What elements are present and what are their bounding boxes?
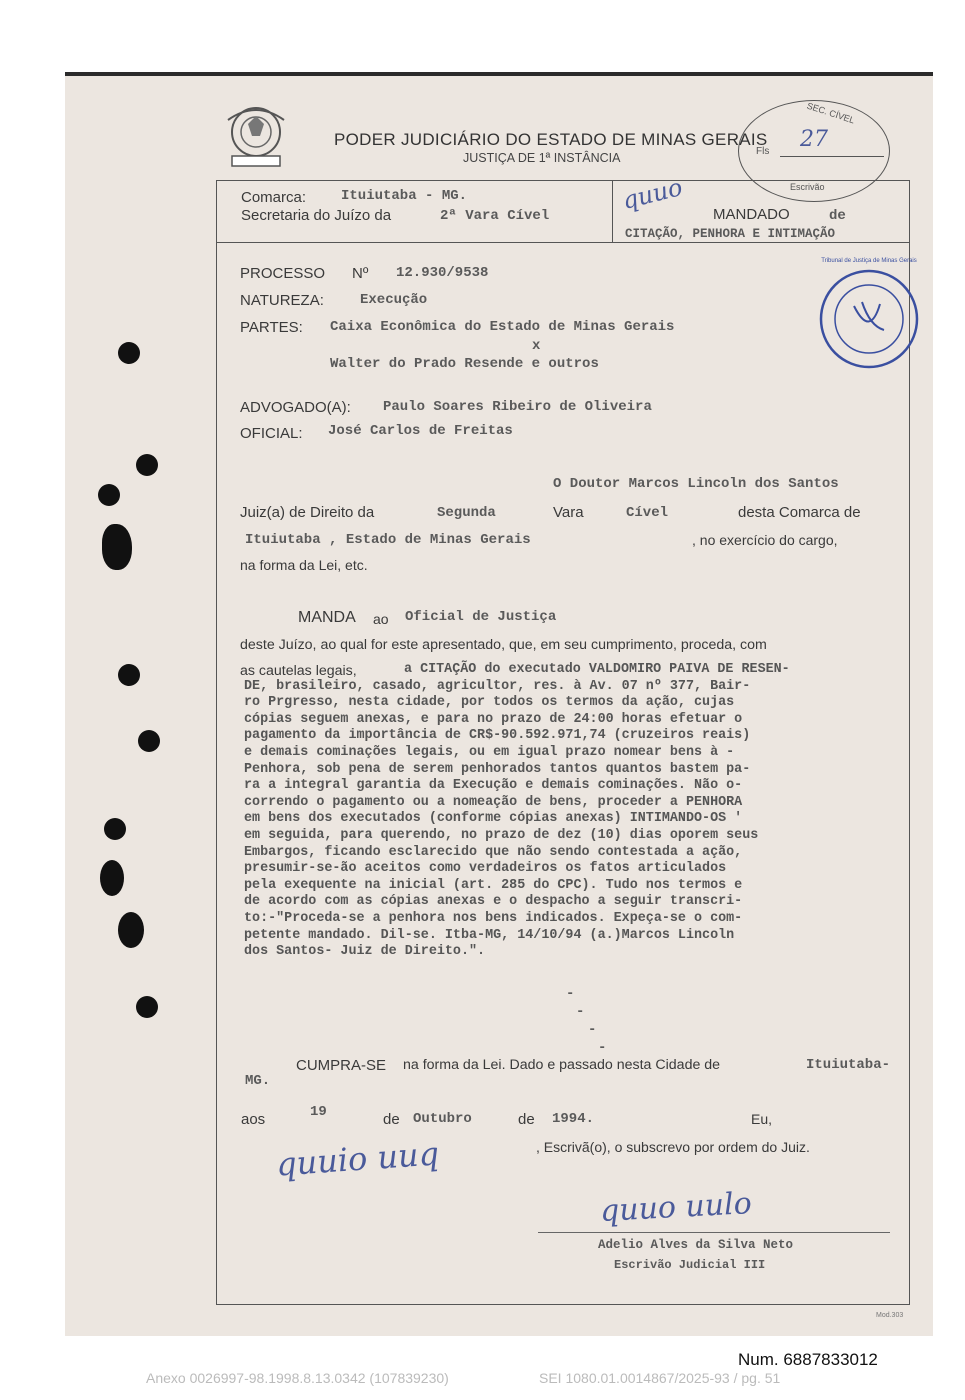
manda-line1: deste Juízo, ao qual for este apresentado, que, em seu cumprimento, proceda, com bbox=[240, 637, 767, 653]
dash-mark: - bbox=[576, 1004, 585, 1020]
processo-label: PROCESSO bbox=[240, 265, 326, 282]
handwritten-signature: quuio uuq bbox=[274, 1134, 441, 1184]
judge-comarca: Ituiutaba , Estado de Minas Gerais bbox=[245, 532, 531, 548]
punch-hole bbox=[104, 818, 126, 840]
comarca-value: Ituiutaba - MG. bbox=[341, 188, 468, 204]
comarca-label: Comarca: bbox=[241, 189, 307, 206]
scan-top-edge bbox=[65, 72, 933, 76]
signature-line bbox=[538, 1232, 890, 1233]
dash-mark: - bbox=[566, 986, 575, 1002]
cumpra-text: na forma da Lei. Dado e passado nesta Cidade de bbox=[403, 1057, 721, 1073]
dash-mark: - bbox=[588, 1022, 597, 1038]
vara-number: Segunda bbox=[437, 505, 496, 521]
oficial-label: OFICIAL: bbox=[240, 425, 303, 442]
comarca-de-label: desta Comarca de bbox=[738, 504, 861, 521]
initials-signature: quuo bbox=[619, 173, 686, 215]
manda-cautelas: as cautelas legais, bbox=[240, 663, 357, 679]
advogado-value: Paulo Soares Ribeiro de Oliveira bbox=[383, 399, 652, 415]
punch-hole bbox=[118, 342, 140, 364]
vara-tipo: Cível bbox=[626, 505, 669, 521]
manda-oficial: Oficial de Justiça bbox=[405, 609, 557, 625]
advogado-label: ADVOGADO(A): bbox=[240, 399, 351, 416]
dia-value: 19 bbox=[310, 1104, 327, 1120]
de-label-2: de bbox=[518, 1111, 535, 1128]
natureza-value: Execução bbox=[360, 292, 428, 308]
punch-hole bbox=[102, 524, 132, 570]
eu-label: Eu, bbox=[751, 1111, 773, 1127]
aos-label: aos bbox=[241, 1111, 266, 1128]
punch-hole bbox=[118, 664, 140, 686]
oficial-value: José Carlos de Freitas bbox=[328, 423, 513, 439]
processo-value: 12.930/9538 bbox=[396, 265, 489, 281]
mandado-type: CITAÇÃO, PENHORA E INTIMAÇÃO bbox=[625, 227, 836, 241]
page-stamp-bottom: Escrivão bbox=[790, 182, 825, 192]
numero-label: Nº bbox=[352, 265, 369, 282]
punch-hole bbox=[136, 996, 158, 1018]
page-stamp-line bbox=[780, 156, 884, 157]
cumpra-cidade: Ituiutaba- bbox=[806, 1057, 891, 1073]
mandado-label: MANDADO bbox=[713, 206, 790, 223]
header-title: PODER JUDICIÁRIO DO ESTADO DE MINAS GERAIS bbox=[334, 130, 768, 149]
footer-num: Num. 6887833012 bbox=[738, 1350, 878, 1369]
cumpra-uf: MG. bbox=[245, 1073, 271, 1089]
de-label-1: de bbox=[383, 1111, 400, 1128]
header-vertical-divider bbox=[612, 180, 613, 242]
secretaria-label: Secretaria do Juízo da bbox=[241, 207, 392, 224]
page-number: 27 bbox=[800, 127, 828, 152]
mes-value: Outubro bbox=[413, 1111, 472, 1127]
parte-autor: Caixa Econômica do Estado de Minas Gerais bbox=[330, 319, 675, 335]
page-stamp-top: SEC. CÍVEL bbox=[805, 100, 856, 126]
punch-hole bbox=[118, 912, 144, 948]
footer-sei: SEI 1080.01.0014867/2025-93 / pg. 51 bbox=[539, 1370, 781, 1386]
dash-mark: - bbox=[598, 1040, 607, 1056]
punch-hole bbox=[136, 454, 158, 476]
header-subtitle: JUSTIÇA DE 1ª INSTÂNCIA bbox=[463, 151, 621, 165]
parte-separator: x bbox=[532, 338, 541, 354]
parte-reu: Walter do Prado Resende e outros bbox=[330, 356, 599, 372]
escriva-text: , Escrivã(o), o subscrevo por ordem do Juiz. bbox=[536, 1139, 810, 1155]
manda-ao: ao bbox=[373, 611, 389, 627]
footer-anexo: Anexo 0026997-98.1998.8.13.0342 (107839230) bbox=[146, 1370, 449, 1386]
vara-label: Vara bbox=[553, 504, 584, 521]
partes-label: PARTES: bbox=[240, 319, 303, 336]
juiz-label: Juiz(a) de Direito da bbox=[240, 504, 375, 521]
punch-hole bbox=[138, 730, 160, 752]
coat-of-arms-icon bbox=[218, 102, 294, 170]
header-divider bbox=[216, 242, 910, 243]
manda-label: MANDA bbox=[298, 609, 356, 626]
forma-label: na forma da Lei, etc. bbox=[240, 557, 368, 573]
ano-value: 1994. bbox=[552, 1111, 595, 1127]
form-code: Mod.303 bbox=[876, 1312, 904, 1319]
secretaria-value: 2ª Vara Cível bbox=[440, 208, 550, 224]
signer-role: Escrivão Judicial III bbox=[614, 1258, 766, 1272]
signer-name: Adelio Alves da Silva Neto bbox=[598, 1238, 794, 1252]
exercicio-label: , no exercício do cargo, bbox=[692, 532, 838, 548]
clerk-signature: quuo uulo bbox=[599, 1186, 753, 1229]
punch-hole bbox=[98, 484, 120, 506]
judge-name: O Doutor Marcos Lincoln dos Santos bbox=[553, 476, 839, 492]
mandado-de: de bbox=[829, 208, 846, 224]
cumpra-label: CUMPRA-SE bbox=[296, 1057, 387, 1074]
natureza-label: NATUREZA: bbox=[240, 292, 324, 309]
punch-hole bbox=[100, 860, 124, 896]
page-stamp-fls: Fls bbox=[756, 146, 770, 157]
court-seal bbox=[818, 268, 920, 370]
court-seal-text: Tribunal de Justiça de Minas Gerais bbox=[821, 258, 917, 264]
mandado-body: a CITAÇÃO do executado VALDOMIRO PAIVA DE RESEN- DE, brasileiro, casado, agricultor, res. à Av. 07 nº 377, Bair- ro Prgresso, nesta cidade, por todos os termos da ação, cujas cópias seguem anexas, e para no prazo de 24:00 horas efetuar o pagamento da importância de CR$-90.592.971,74 (cruzeiros reais) e demais cominações legais, ou em igual prazo nomear bens à - Penhora, sob pena de serem penhorados tantos quantos bastem pa- ra a integral garantia da Execução e demais cominações. Não o- correndo o pagamento ou a nomeação de bens, proceder a PENHORA em bens dos executados (conforme cópias anexas) INTIMANDO-OS ' em seguida, para querendo, no prazo de dez (10) dias oporem seus Embargos, ficando esclarecido que não sendo contestada a ação, presumir-se-ão aceitos como verdadeiros os fatos articulados pela exequente na inicial (art. 285 do CPC). Tudo nos termos e de acordo com as cópias anexas e o despacho a seguir transcri- to:-"Proceda-se a penhora nos bens indicados. Expeça-se o com- petente mandado. Dil-se. Itba-MG, 14/10/94 (a.)Marcos Lincoln dos Santos- Juiz de Direito.". bbox=[244, 662, 790, 960]
